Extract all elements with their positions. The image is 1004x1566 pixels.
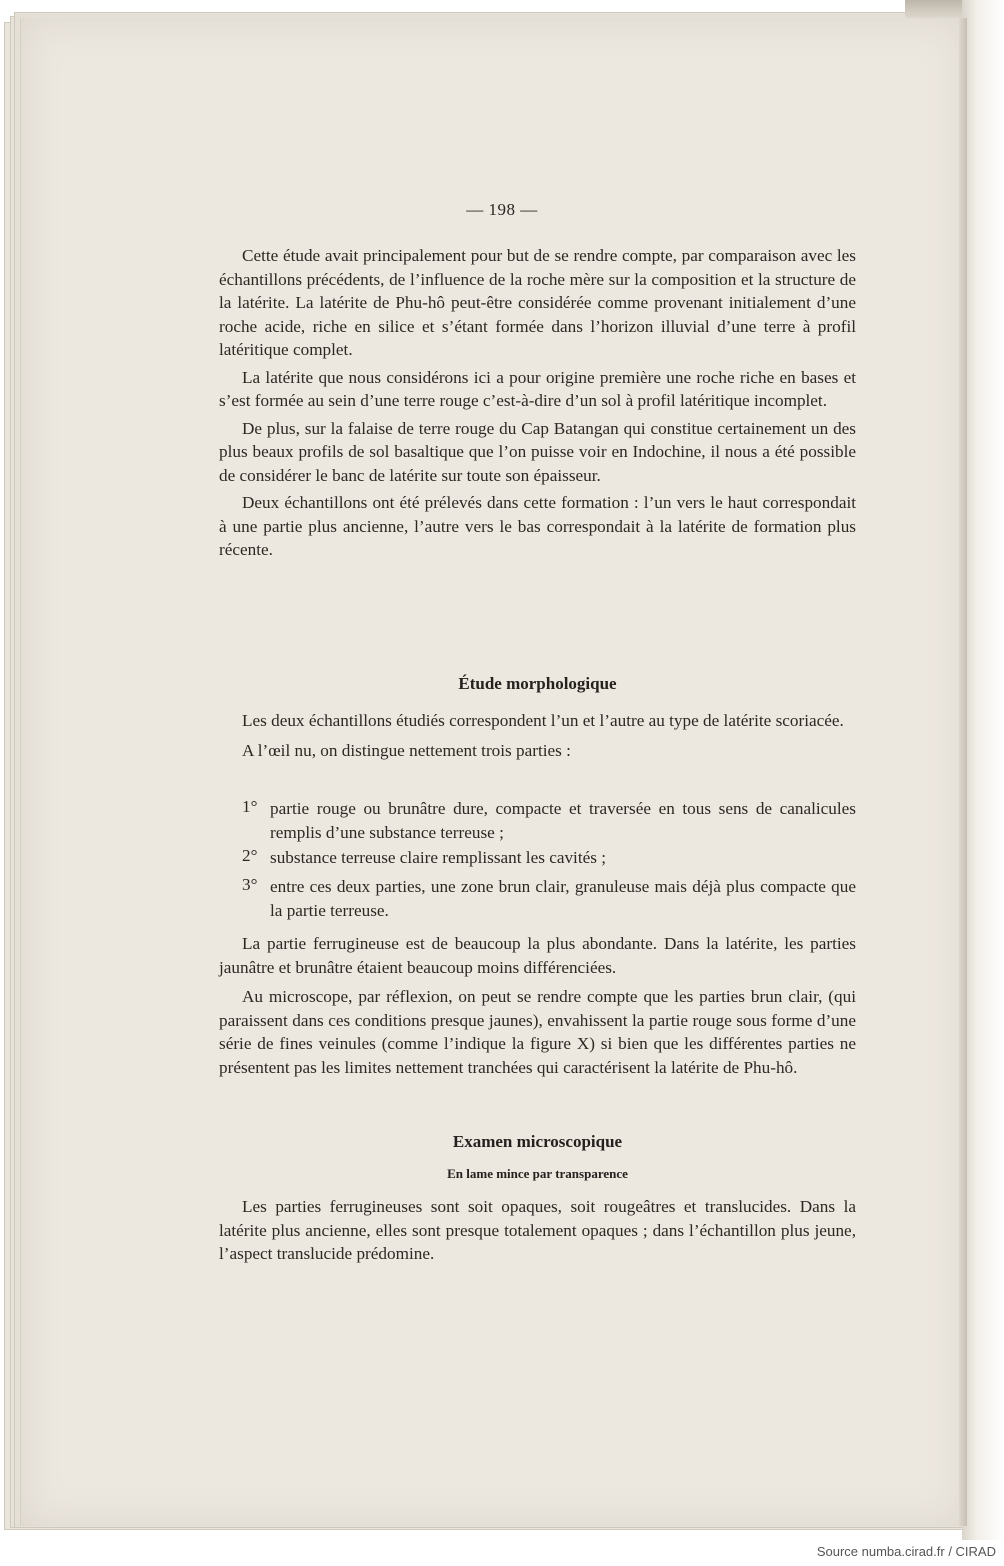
paragraph-microscope-reflexion: Au microscope, par réflexion, on peut se rendre compte que les parties brun clair, (qui paraissent dans ces conditions presque jaunes), envahissent la partie rouge sous forme d’une série de fines veinules (comme l’indique la figure X) si bien que les différentes parties ne présentent pas les limites nettement tranchées qui caractérisent la latérite de Phu-hô. — [219, 987, 856, 1077]
page-number: — 198 — — [466, 200, 538, 219]
list-item — [219, 875, 856, 922]
paragraph-ferrugineuse: La partie ferrugineuse est de beaucoup la plus abondante. Dans la latérite, les parties jaunâtre et brunâtre étaient beaucoup moins différenciées. — [219, 934, 856, 977]
morpho-text-block-2 — [219, 932, 856, 1079]
binding-spine — [962, 0, 1004, 1540]
subheading-lame-mince: En lame mince par transparence — [447, 1166, 628, 1181]
paragraph-intro-3: De plus, sur la falaise de terre rouge du Cap Batangan qui constitue certainement un des plus beaux profils de sol basaltique que l’on puisse voir en Indochine, il nous a été possible de considérer le banc de latérite sur toute son épaisseur. — [219, 418, 856, 485]
list-item-number: 2° — [242, 846, 258, 865]
list-item — [219, 846, 856, 870]
paragraph-list-intro: A l’œil nu, on distingue nettement trois parties : — [242, 740, 571, 760]
list-item-text: substance terreuse claire remplissant les cavités ; — [270, 848, 606, 867]
paragraph-intro-1: Cette étude avait principalement pour but de se rendre compte, par comparaison avec les échantillons précédents, de l’influence de la roche mère sur la composition et la structure de la latérite. La latérite de Phu-hô peut-être considérée comme provenant initialement d’une roche acide, riche en silice et s’étant formée dans l’horizon illuvial d’une terre à profil latéritique complet. — [219, 246, 856, 359]
heading-etude-morphologique: Étude morphologique — [458, 674, 617, 693]
heading-examen-microscopique: Examen microscopique — [452, 1132, 623, 1151]
list-item — [219, 797, 856, 844]
list-item-text: entre ces deux parties, une zone brun clair, granuleuse mais déjà plus compacte que la partie terreuse. — [270, 877, 856, 920]
paragraph-types: Les deux échantillons étudiés correspondent l’un et l’autre au type de latérite scoriacée. — [242, 711, 844, 730]
micro-text-block — [219, 1195, 856, 1266]
paragraph-intro-4: Deux échantillons ont été prélevés dans cette formation : l’un vers le haut correspondait à une partie plus ancienne, l’autre vers le bas correspondait à la latérite de formation plus récente. — [219, 493, 856, 559]
list-item-number: 3° — [242, 875, 258, 894]
list-item-number: 1° — [242, 797, 258, 816]
list-item-text: partie rouge ou brunâtre dure, compacte et traversée en tous sens de canalicules remplis d’une substance terreuse ; — [270, 799, 856, 842]
morpho-text-block-1 — [219, 709, 856, 762]
sheet-binding-shadow — [959, 18, 967, 1526]
source-credit: Source numba.cirad.fr / CIRAD — [816, 1544, 996, 1559]
paragraph-intro-2: La latérite que nous considérons ici a pour origine première une roche riche en bases et s’est formée au sein d’une terre rouge c’est-à-dire d’un sol à profil latéritique incomplet. — [219, 367, 856, 410]
paragraph-parties-ferrugineuses: Les parties ferrugineuses sont soit opaques, soit rougeâtres et translucides. Dans la latérite plus ancienne, elles sont presque totalement opaques ; dans l’échantillon plus jeune, l’aspect translucide prédomine. — [219, 1197, 856, 1263]
intro-text-block — [219, 244, 856, 562]
